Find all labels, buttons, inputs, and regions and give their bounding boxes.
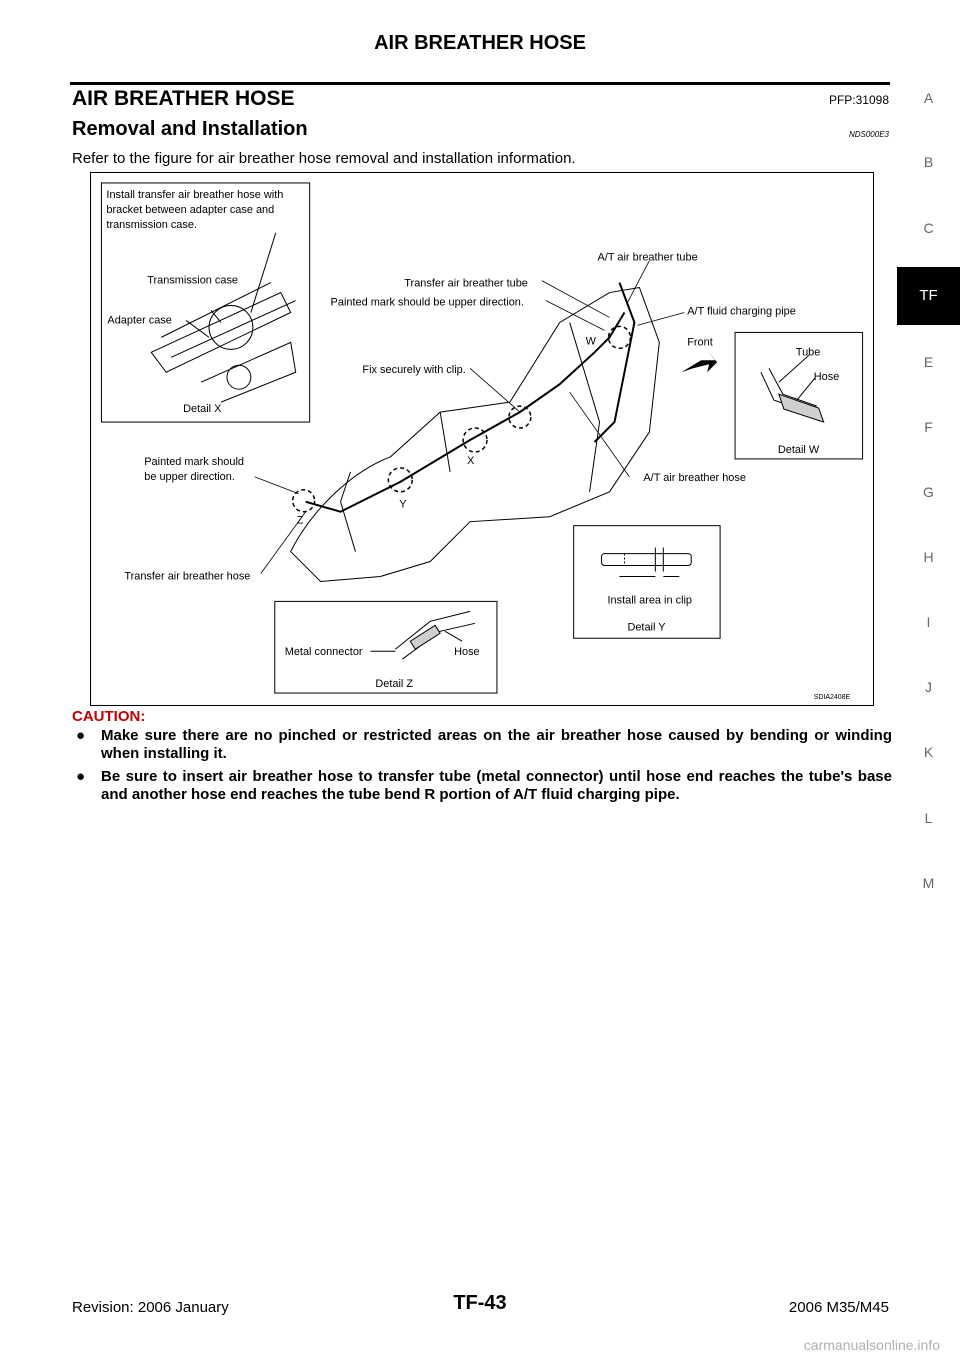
section-index-tf[interactable]: TF: [897, 267, 960, 325]
section-index-j[interactable]: J: [925, 679, 932, 695]
section-index-k[interactable]: K: [923, 744, 934, 760]
marker-w: W: [585, 335, 596, 348]
figure-drawing: [91, 173, 873, 705]
callout-at-breather-tube: A/T air breather tube: [597, 251, 698, 264]
detail-x-transmission-case: Transmission case: [147, 274, 239, 287]
detail-w-drawing: [761, 355, 824, 422]
transmission-outline: [291, 288, 660, 582]
intro-paragraph: Refer to the figure for air breather hose removal and installation information.: [72, 150, 576, 167]
section-index-i[interactable]: I: [926, 614, 931, 630]
section-index-b[interactable]: B: [923, 154, 934, 170]
section-index-c[interactable]: C: [923, 220, 934, 236]
watermark: carmanualsonline.info: [803, 1337, 940, 1353]
page-header-title: AIR BREATHER HOSE: [374, 32, 586, 54]
callout-at-fluid-pipe: A/T fluid charging pipe: [687, 305, 796, 318]
callout-painted-mark-upper: Painted mark should be upper direction.: [330, 296, 524, 309]
detail-w-tube: Tube: [795, 346, 821, 359]
hose-routing-figure: [90, 172, 874, 706]
detail-z-hose: Hose: [454, 646, 480, 659]
callout-transfer-breather-tube: Transfer air breather tube: [404, 277, 528, 290]
detail-x-note-2: bracket between adapter case and: [106, 203, 275, 216]
marker-z: Z: [296, 514, 304, 527]
section-index-g[interactable]: G: [923, 484, 934, 500]
callout-at-breather-hose: A/T air breather hose: [643, 471, 746, 484]
callout-transfer-breather-hose: Transfer air breather hose: [124, 570, 251, 583]
front-arrow-icon: [681, 350, 717, 372]
subsection-title: Removal and Installation: [72, 118, 308, 140]
detail-w-caption: Detail W: [777, 443, 820, 456]
footer-model: 2006 M35/M45: [788, 1299, 889, 1316]
section-code: PFP:31098: [828, 93, 889, 107]
footer-page-number: TF-43: [453, 1292, 507, 1314]
callout-fix-clip: Fix securely with clip.: [362, 364, 466, 377]
figure-code: SDIA2408E: [813, 694, 851, 702]
detail-y-install-area: Install area in clip: [607, 594, 693, 607]
detail-w-hose: Hose: [813, 371, 840, 384]
callout-painted-mark-1: Painted mark should: [144, 455, 244, 468]
section-index-e[interactable]: E: [923, 354, 934, 370]
bullet-icon: ●: [76, 768, 86, 785]
caution-item: [72, 768, 892, 804]
detail-z-metal-connector: Metal connector: [284, 646, 363, 659]
detail-x-drawing: [151, 233, 295, 402]
header-rule: [70, 82, 890, 85]
detail-z-caption: Detail Z: [375, 678, 414, 691]
caution-item-text: Be sure to insert air breather hose to transfer tube (metal connector) until hose end reaches the tube's base and another hose end reaches the tube bend R portion of A/T fluid charging pipe.: [101, 768, 892, 803]
detail-x-note-3: transmission case.: [106, 218, 197, 231]
detail-x-adapter-case: Adapter case: [107, 314, 172, 327]
marker-y: Y: [399, 498, 407, 511]
callout-painted-mark-2: be upper direction.: [144, 470, 235, 483]
section-title: AIR BREATHER HOSE: [72, 87, 295, 110]
caution-label: CAUTION:: [72, 708, 146, 725]
detail-markers: [293, 326, 631, 511]
detail-x-caption: Detail X: [183, 403, 222, 416]
section-index-f[interactable]: F: [924, 419, 933, 435]
section-index-a[interactable]: A: [923, 90, 934, 106]
footer-revision: Revision: 2006 January: [72, 1299, 229, 1316]
breather-hose-line: [306, 283, 635, 512]
detail-y-caption: Detail Y: [627, 621, 666, 634]
section-index-h[interactable]: H: [923, 549, 934, 565]
section-index-m[interactable]: M: [922, 875, 935, 891]
section-index-l[interactable]: L: [924, 810, 933, 826]
caution-item-text: Make sure there are no pinched or restricted areas on the air breather hose caused by bending or winding when installing it.: [101, 727, 892, 762]
callout-front: Front: [687, 336, 713, 349]
subsection-code: NDS000E3: [848, 130, 889, 139]
marker-x: X: [467, 454, 475, 467]
bullet-icon: ●: [76, 727, 86, 744]
detail-x-note-1: Install transfer air breather hose with: [106, 188, 284, 201]
caution-item: [72, 727, 892, 763]
detail-y-drawing: [602, 548, 692, 577]
